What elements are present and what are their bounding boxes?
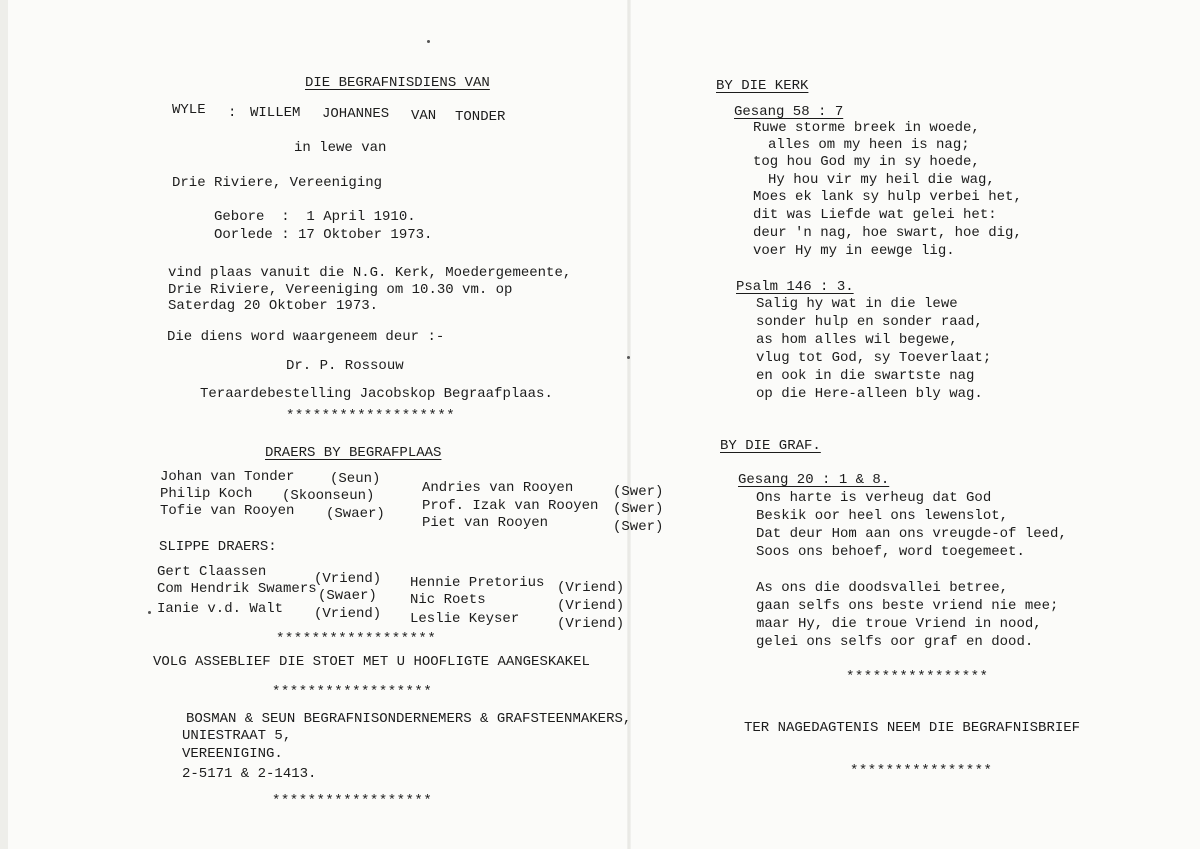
grave-heading: BY DIE GRAF.	[720, 438, 821, 454]
bearer-name: Philip Koch	[160, 486, 253, 502]
deceased-middle-name: JOHANNES	[322, 106, 390, 122]
bearer-name: Prof. Izak van Rooyen	[422, 498, 599, 514]
bearer-relation: (Swer)	[613, 519, 664, 535]
verse-line: deur 'n nag, hoe swart, hoe dig,	[753, 225, 1022, 241]
wyle-separator: :	[228, 105, 237, 121]
separator-stars: ******************	[272, 684, 433, 700]
undertaker-name: BOSMAN & SEUN BEGRAFNISONDERNEMERS & GRAFSTEENMAKERS,	[186, 711, 632, 727]
service-location-line1: vind plaas vanuit die N.G. Kerk, Moedergemeente,	[168, 265, 572, 281]
undertaker-street: UNIESTRAAT 5,	[182, 728, 292, 744]
verse-line: Hy hou vir my heil die wag,	[768, 172, 995, 188]
bearer-relation: (Swaer)	[326, 506, 385, 522]
separator-stars: *******************	[286, 408, 456, 424]
bearer-name: Piet van Rooyen	[422, 515, 549, 531]
verse-line: Beskik oor heel ons lewenslot,	[756, 508, 1009, 524]
bearers-heading: DRAERS BY BEGRAFPLAAS	[265, 445, 442, 461]
bearer-name: Andries van Rooyen	[422, 480, 574, 496]
church-heading: BY DIE KERK	[716, 78, 809, 94]
verse-line: Ons harte is verheug dat God	[756, 490, 992, 506]
paper-speck	[427, 40, 430, 43]
service-title: DIE BEGRAFNISDIENS VAN	[305, 75, 490, 91]
hymn1-reference: Gesang 58 : 7	[734, 104, 844, 120]
verse-line: alles om my heen is nag;	[768, 137, 970, 153]
verse-line: en ook in die swartste nag	[756, 368, 975, 384]
right-page	[630, 0, 1200, 849]
service-date: Saterdag 20 Oktober 1973.	[168, 298, 379, 314]
undertaker-phone: 2-5171 & 2-1413.	[182, 766, 317, 782]
deceased-last-name: TONDER	[455, 109, 506, 125]
separator-stars: ****************	[850, 763, 993, 779]
pallbearer-relation: (Vriend)	[314, 606, 382, 622]
undertaker-town: VEREENIGING.	[182, 746, 283, 762]
verse-line: gelei ons selfs oor graf en dood.	[756, 634, 1034, 650]
service-location-line2: Drie Riviere, Vereeniging om 10.30 vm. op	[168, 282, 513, 298]
death-date: Oorlede : 17 Oktober 1973.	[214, 227, 433, 243]
wyle-label: WYLE	[172, 102, 206, 118]
deceased-name-van: VAN	[411, 108, 437, 124]
pallbearer-name: Leslie Keyser	[410, 611, 520, 627]
pallbearer-name: Gert Claassen	[157, 564, 267, 580]
pallbearer-relation: (Swaer)	[318, 588, 377, 604]
bearer-relation: (Skoonseun)	[282, 488, 375, 504]
bearer-relation: (Swer)	[613, 501, 664, 517]
verse-line: voer Hy my in eewge lig.	[753, 243, 955, 259]
in-lewe-van: in lewe van	[294, 140, 387, 156]
slippe-heading: SLIPPE DRAERS:	[159, 539, 277, 555]
verse-line: dit was Liefde wat gelei het:	[753, 207, 997, 223]
verse-line: maar Hy, die troue Vriend in nood,	[756, 616, 1042, 632]
verse-line: op die Here-alleen bly wag.	[756, 386, 983, 402]
verse-line: Salig hy wat in die lewe	[756, 296, 958, 312]
verse-line: tog hou God my in sy hoede,	[753, 154, 980, 170]
psalm-reference: Psalm 146 : 3.	[736, 279, 854, 295]
verse-line: Soos ons behoef, word toegemeet.	[756, 544, 1025, 560]
separator-stars: ****************	[846, 669, 989, 685]
pallbearer-relation: (Vriend)	[557, 580, 625, 596]
verse-line: Moes ek lank sy hulp verbei het,	[753, 189, 1022, 205]
pallbearer-name: Com Hendrik Swamers	[157, 581, 317, 597]
bearer-name: Johan van Tonder	[160, 469, 295, 485]
pallbearer-name: Nic Roets	[410, 592, 486, 608]
pallbearer-name: Ianie v.d. Walt	[157, 601, 284, 617]
pallbearer-relation: (Vriend)	[314, 571, 382, 587]
verse-line: Ruwe storme breek in woede,	[753, 120, 980, 136]
birth-date: Gebore : 1 April 1910.	[214, 209, 416, 225]
deceased-first-name: WILLEM	[250, 105, 301, 121]
bearer-name: Tofie van Rooyen	[160, 503, 295, 519]
burial-location: Teraardebestelling Jacobskop Begraafplaas.	[200, 386, 553, 402]
bearer-relation: (Seun)	[330, 471, 381, 487]
verse-line: sonder hulp en sonder raad,	[756, 314, 983, 330]
verse-line: Dat deur Hom aan ons vreugde-of leed,	[756, 526, 1067, 542]
verse-line: gaan selfs ons beste vriend nie mee;	[756, 598, 1059, 614]
pallbearer-relation: (Vriend)	[557, 616, 625, 632]
residence: Drie Riviere, Vereeniging	[172, 175, 383, 191]
verse-line: as hom alles wil begewe,	[756, 332, 958, 348]
separator-stars: ******************	[276, 631, 437, 647]
pallbearer-name: Hennie Pretorius	[410, 575, 545, 591]
officiant-intro: Die diens word waargeneem deur :-	[167, 329, 445, 345]
separator-stars: ******************	[272, 793, 433, 809]
hymn2-reference: Gesang 20 : 1 & 8.	[738, 472, 890, 488]
bearer-relation: (Swer)	[613, 484, 664, 500]
pallbearer-relation: (Vriend)	[557, 598, 625, 614]
verse-line: vlug tot God, sy Toeverlaat;	[756, 350, 992, 366]
paper-speck	[148, 611, 151, 614]
convoy-instruction: VOLG ASSEBLIEF DIE STOET MET U HOOFLIGTE AANGESKAKEL	[153, 654, 590, 670]
officiant-name: Dr. P. Rossouw	[286, 358, 404, 374]
verse-line: As ons die doodsvallei betree,	[756, 580, 1009, 596]
memorial-note: TER NAGEDAGTENIS NEEM DIE BEGRAFNISBRIEF	[744, 720, 1081, 736]
